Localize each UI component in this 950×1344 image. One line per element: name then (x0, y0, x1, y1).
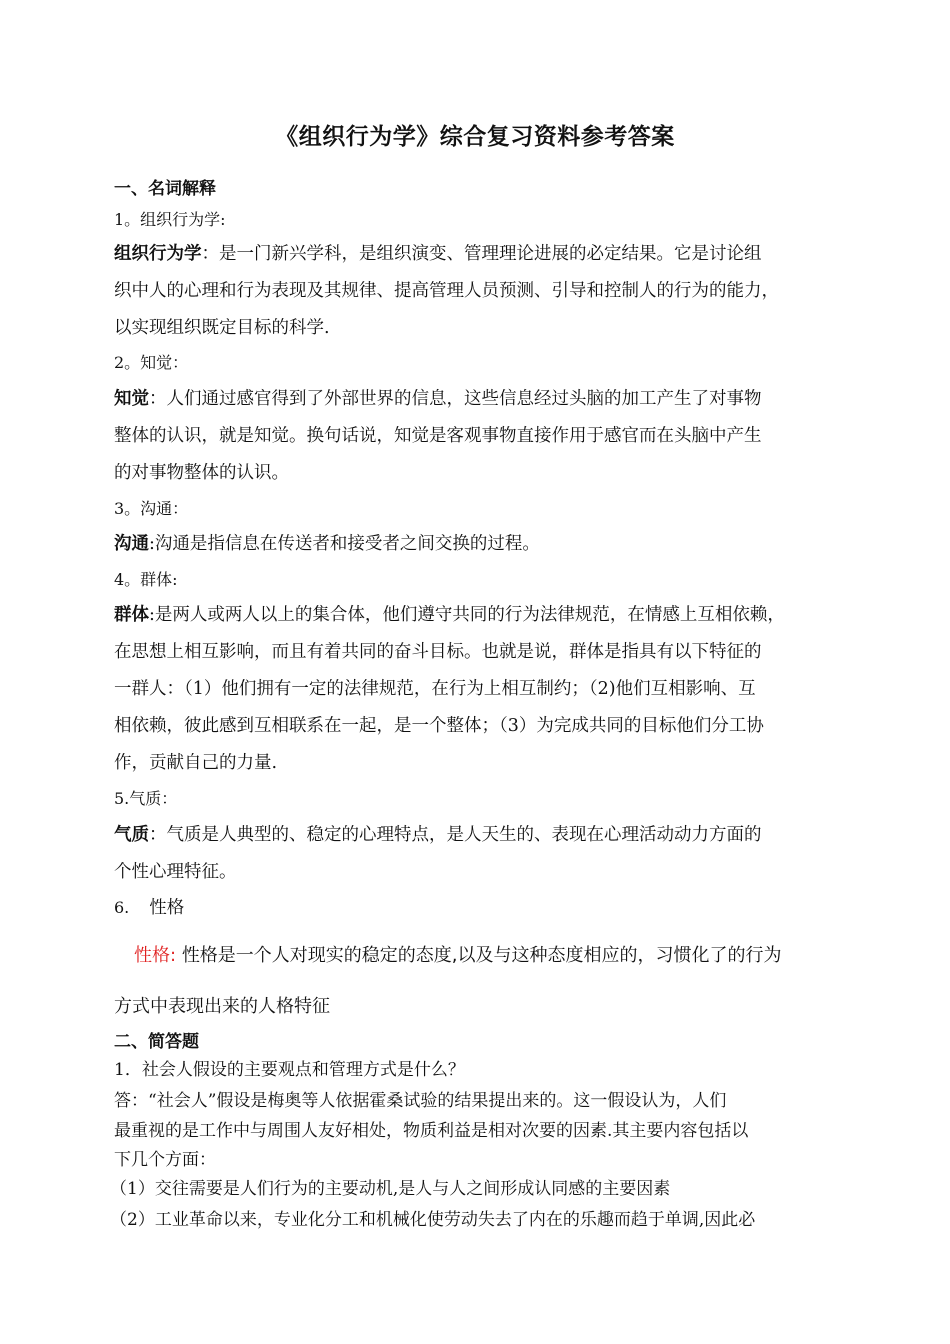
term-bold: 知觉 (114, 389, 149, 409)
item-number: 2。知觉： (114, 353, 189, 372)
paragraph-line: 沟通:沟通是指信息在传送者和接受者之间交换的过程。 (114, 534, 540, 554)
paragraph-line: 性格: 性格是一个人对现实的稳定的态度,以及与这种态度相应的，习惯化了的行为 (134, 945, 782, 966)
item-number: 4。群体: (114, 570, 178, 589)
paragraph-line: 气质：气质是人典型的、稳定的心理特点，是人天生的、表现在心理活动动力方面的 (114, 825, 762, 845)
item-number: 1。组织行为学: (114, 210, 226, 229)
section-heading: 二、简答题 (114, 1032, 199, 1052)
paragraph-line: 相依赖，彼此感到互相联系在一起，是一个整体；（3）为完成共同的目标他们分工协 (114, 716, 764, 736)
paragraph-line: （2）工业革命以来，专业化分工和机械化使劳动失去了内在的乐趣而趋于单调,因此必 (110, 1210, 756, 1230)
item-number: 5.气质： (114, 789, 178, 808)
item-number: 6. 性格 (114, 898, 185, 918)
term-bold: 组织行为学 (114, 244, 202, 264)
document-title: 《组织行为学》综合复习资料参考答案 (275, 124, 675, 150)
term-red: 性格: (134, 945, 177, 966)
paragraph-line: 以实现组织既定目标的科学. (114, 318, 330, 338)
paragraph-line: 一群人：（1）他们拥有一定的法律规范，在行为上相互制约；（2)他们互相影响、互 (114, 679, 756, 699)
paragraph-line: 下几个方面： (114, 1150, 216, 1170)
paragraph-line: 方式中表现出来的人格特征 (114, 996, 330, 1017)
term-bold: 群体 (114, 605, 149, 625)
section-heading: 一、名词解释 (114, 179, 216, 199)
paragraph-line: 群体:是两人或两人以上的集合体，他们遵守共同的行为法律规范，在情感上互相依赖， (114, 605, 785, 625)
paragraph-line: 作，贡献自己的力量. (114, 753, 278, 773)
paragraph-line: 最重视的是工作中与周围人友好相处，物质利益是相对次要的因素.其主要内容包括以 (114, 1121, 749, 1141)
paragraph-line: 的对事物整体的认识。 (114, 463, 289, 483)
paragraph-line: 织中人的心理和行为表现及其规律、提高管理人员预测、引导和控制人的行为的能力， (114, 281, 779, 301)
term-bold: 气质 (114, 825, 149, 845)
item-number: 3。沟通： (114, 499, 189, 518)
paragraph-line: 个性心理特征。 (114, 862, 237, 882)
paragraph-line: 组织行为学：是一门新兴学科，是组织演变、管理理论进展的必定结果。它是讨论组 (114, 244, 762, 264)
paragraph-line: 在思想上相互影响，而且有着共同的奋斗目标。也就是说，群体是指具有以下特征的 (114, 642, 762, 662)
paragraph-line: 整体的认识，就是知觉。换句话说，知觉是客观事物直接作用于感官而在头脑中产生 (114, 426, 762, 446)
paragraph-line: （1）交往需要是人们行为的主要动机,是人与人之间形成认同感的主要因素 (110, 1179, 671, 1199)
term-bold: 沟通 (114, 534, 149, 554)
item-label: 性格 (149, 898, 185, 918)
paragraph-line: 知觉：人们通过感官得到了外部世界的信息，这些信息经过头脑的加工产生了对事物 (114, 389, 762, 409)
question-text: 1．社会人假设的主要观点和管理方式是什么？ (114, 1060, 465, 1080)
paragraph-line: 答：“社会人”假设是梅奥等人依据霍桑试验的结果提出来的。这一假设认为，人们 (114, 1091, 727, 1111)
